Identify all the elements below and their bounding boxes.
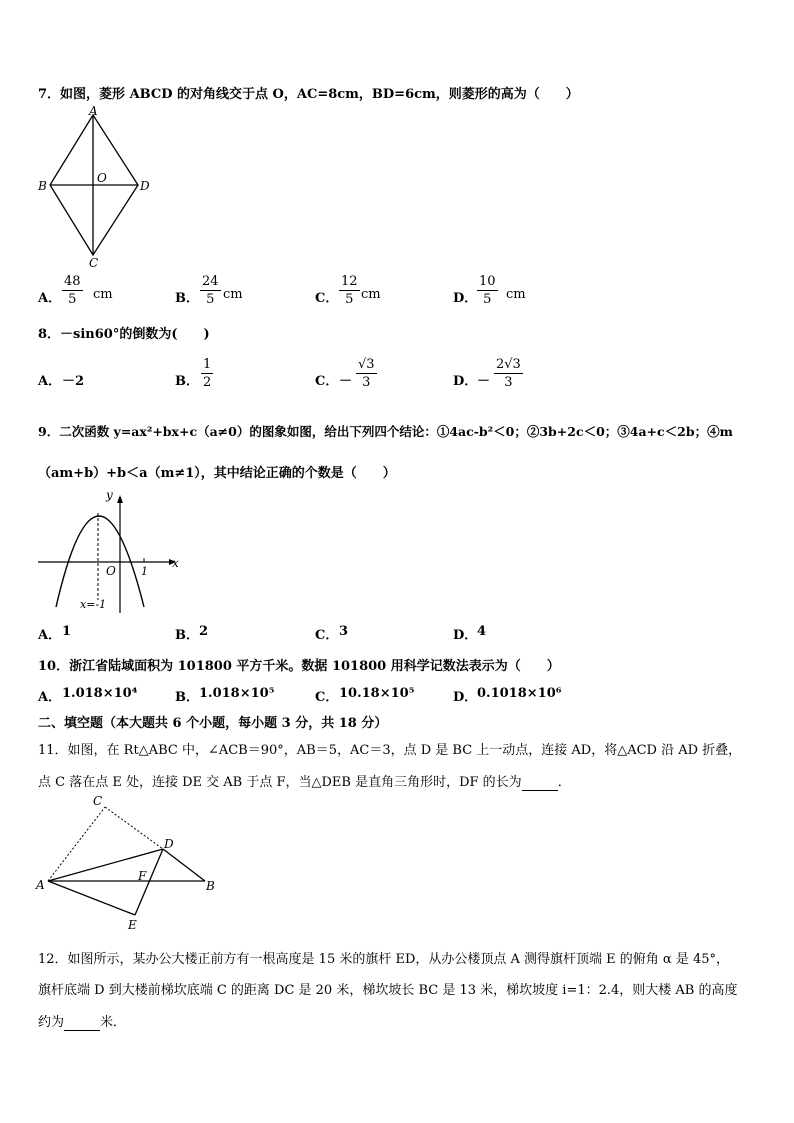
q7-stem: 7．如图，菱形 ABCD 的对角线交于点 O，AC=8cm，BD=6cm，则菱形的高为（ ） [38, 87, 579, 102]
label-C: C [93, 794, 103, 808]
q8-option-d-fraction: 2√3 3 [496, 357, 521, 390]
rhombus-figure [30, 105, 170, 270]
q7-option-d-fraction: 10 5 [479, 274, 496, 307]
q8-option-a-letter[interactable]: A． [38, 374, 62, 389]
q12-stem-line1: 12．如图所示，某办公大楼正前方有一根高度是 15 米的旗杆 ED，从办公楼顶点 A 测得旗杆顶端 E 的俯角 α 是 45°， [38, 952, 730, 967]
label-A: A [36, 878, 45, 892]
label-O: O [97, 171, 107, 185]
q9-stem-line2: （am+b）+b＜a（m≠1），其中结论正确的个数是（ ） [38, 466, 396, 481]
q12-stem-line3: 约为 米． [38, 1015, 127, 1030]
label-E: E [128, 918, 137, 932]
q9-stem-line1: 9．二次函数 y=ax²+bx+c（a≠0）的图象如图，给出下列四个结论：①4ac-b²＜0；②3b+2c＜0；③4a+c＜2b；④m [38, 424, 733, 439]
label-C: C [89, 256, 99, 270]
q7-option-c-unit: cm [361, 287, 381, 302]
q9-option-b-value: 2 [199, 624, 209, 639]
triangle-fold-figure [30, 793, 220, 933]
q11-answer-blank[interactable] [522, 775, 558, 791]
origin-label: O [106, 564, 116, 578]
q7-option-b-unit: cm [223, 287, 243, 302]
q7-option-b-fraction: 24 5 [202, 274, 219, 307]
q9-option-a-letter[interactable]: A． [38, 628, 62, 643]
q10-option-a-letter[interactable]: A． [38, 690, 62, 705]
q8-option-a-value: －2 [62, 374, 85, 389]
q9-option-b-letter[interactable]: B． [175, 628, 199, 643]
parabola-graph [34, 485, 194, 615]
q7-option-a-fraction: 48 5 [64, 274, 81, 307]
q8-option-b-fraction: 1 2 [203, 357, 212, 390]
label-B: B [206, 879, 215, 893]
q9-option-d-letter[interactable]: D． [453, 628, 478, 643]
q8-stem: 8．－sin60°的倒数为( ) [38, 327, 210, 342]
q11-stem-line2: 点 C 落在点 E 处，连接 DE 交 AB 于点 F，当△DEB 是直角三角形时，DF 的长为 ． [38, 775, 571, 790]
q11-stem-line1: 11．如图，在 Rt△ABC 中，∠ACB＝90°，AB＝5，AC＝3，点 D 是 BC 上一动点，连接 AD，将△ACD 沿 AD 折叠， [38, 743, 742, 758]
q10-option-c-letter[interactable]: C． [315, 690, 339, 705]
q10-option-a-value: 1.018×10⁴ [62, 686, 138, 701]
q10-option-b-value: 1.018×10⁵ [199, 686, 275, 701]
q9-option-c-letter[interactable]: C． [315, 628, 339, 643]
q10-option-d-value: 0.1018×10⁶ [477, 686, 562, 701]
q8-option-c-letter[interactable]: C． [315, 374, 339, 389]
q7-option-a-letter[interactable]: A． [38, 291, 62, 306]
q8-option-d-sign: － [477, 374, 491, 389]
q7-option-c-letter[interactable]: C． [315, 291, 339, 306]
axis-label-x: x [172, 556, 179, 570]
q10-option-d-letter[interactable]: D． [453, 690, 478, 705]
q7-option-d-unit: cm [506, 287, 526, 302]
q9-option-a-value: 1 [62, 624, 72, 639]
label-D: D [140, 179, 150, 193]
q7-option-a-unit: cm [93, 287, 113, 302]
section-heading-fill-in: 二、填空题（本大题共 6 个小题，每小题 3 分，共 18 分） [38, 716, 388, 731]
q10-option-c-value: 10.18×10⁵ [339, 686, 415, 701]
q9-option-c-value: 3 [339, 624, 349, 639]
symmetry-axis-label: x=-1 [80, 598, 107, 611]
q7-option-c-fraction: 12 5 [341, 274, 358, 307]
label-B: B [38, 179, 47, 193]
q7-option-d-letter[interactable]: D． [453, 291, 478, 306]
tick-label-1: 1 [141, 565, 148, 578]
q12-answer-blank[interactable] [64, 1015, 100, 1031]
q10-option-b-letter[interactable]: B． [175, 690, 199, 705]
label-D: D [164, 837, 174, 851]
label-A: A [89, 105, 98, 118]
q12-stem-line2: 旗杆底端 D 到大楼前梯坎底端 C 的距离 DC 是 20 米，梯坎坡长 BC 是 13 米，梯坎坡度 i=1：2.4，则大楼 AB 的高度 [38, 983, 738, 998]
q7-option-b-letter[interactable]: B． [175, 291, 199, 306]
q8-option-b-letter[interactable]: B． [175, 374, 199, 389]
q8-option-d-letter[interactable]: D． [453, 374, 478, 389]
label-F: F [138, 869, 147, 883]
q10-stem: 10．浙江省陆域面积为 101800 平方千米。数据 101800 用科学记数法表示为（ ） [38, 659, 560, 674]
q9-option-d-value: 4 [477, 624, 487, 639]
axis-label-y: y [106, 488, 113, 502]
q8-option-c-sign: － [339, 374, 353, 389]
q8-option-c-fraction: √3 3 [358, 357, 375, 390]
